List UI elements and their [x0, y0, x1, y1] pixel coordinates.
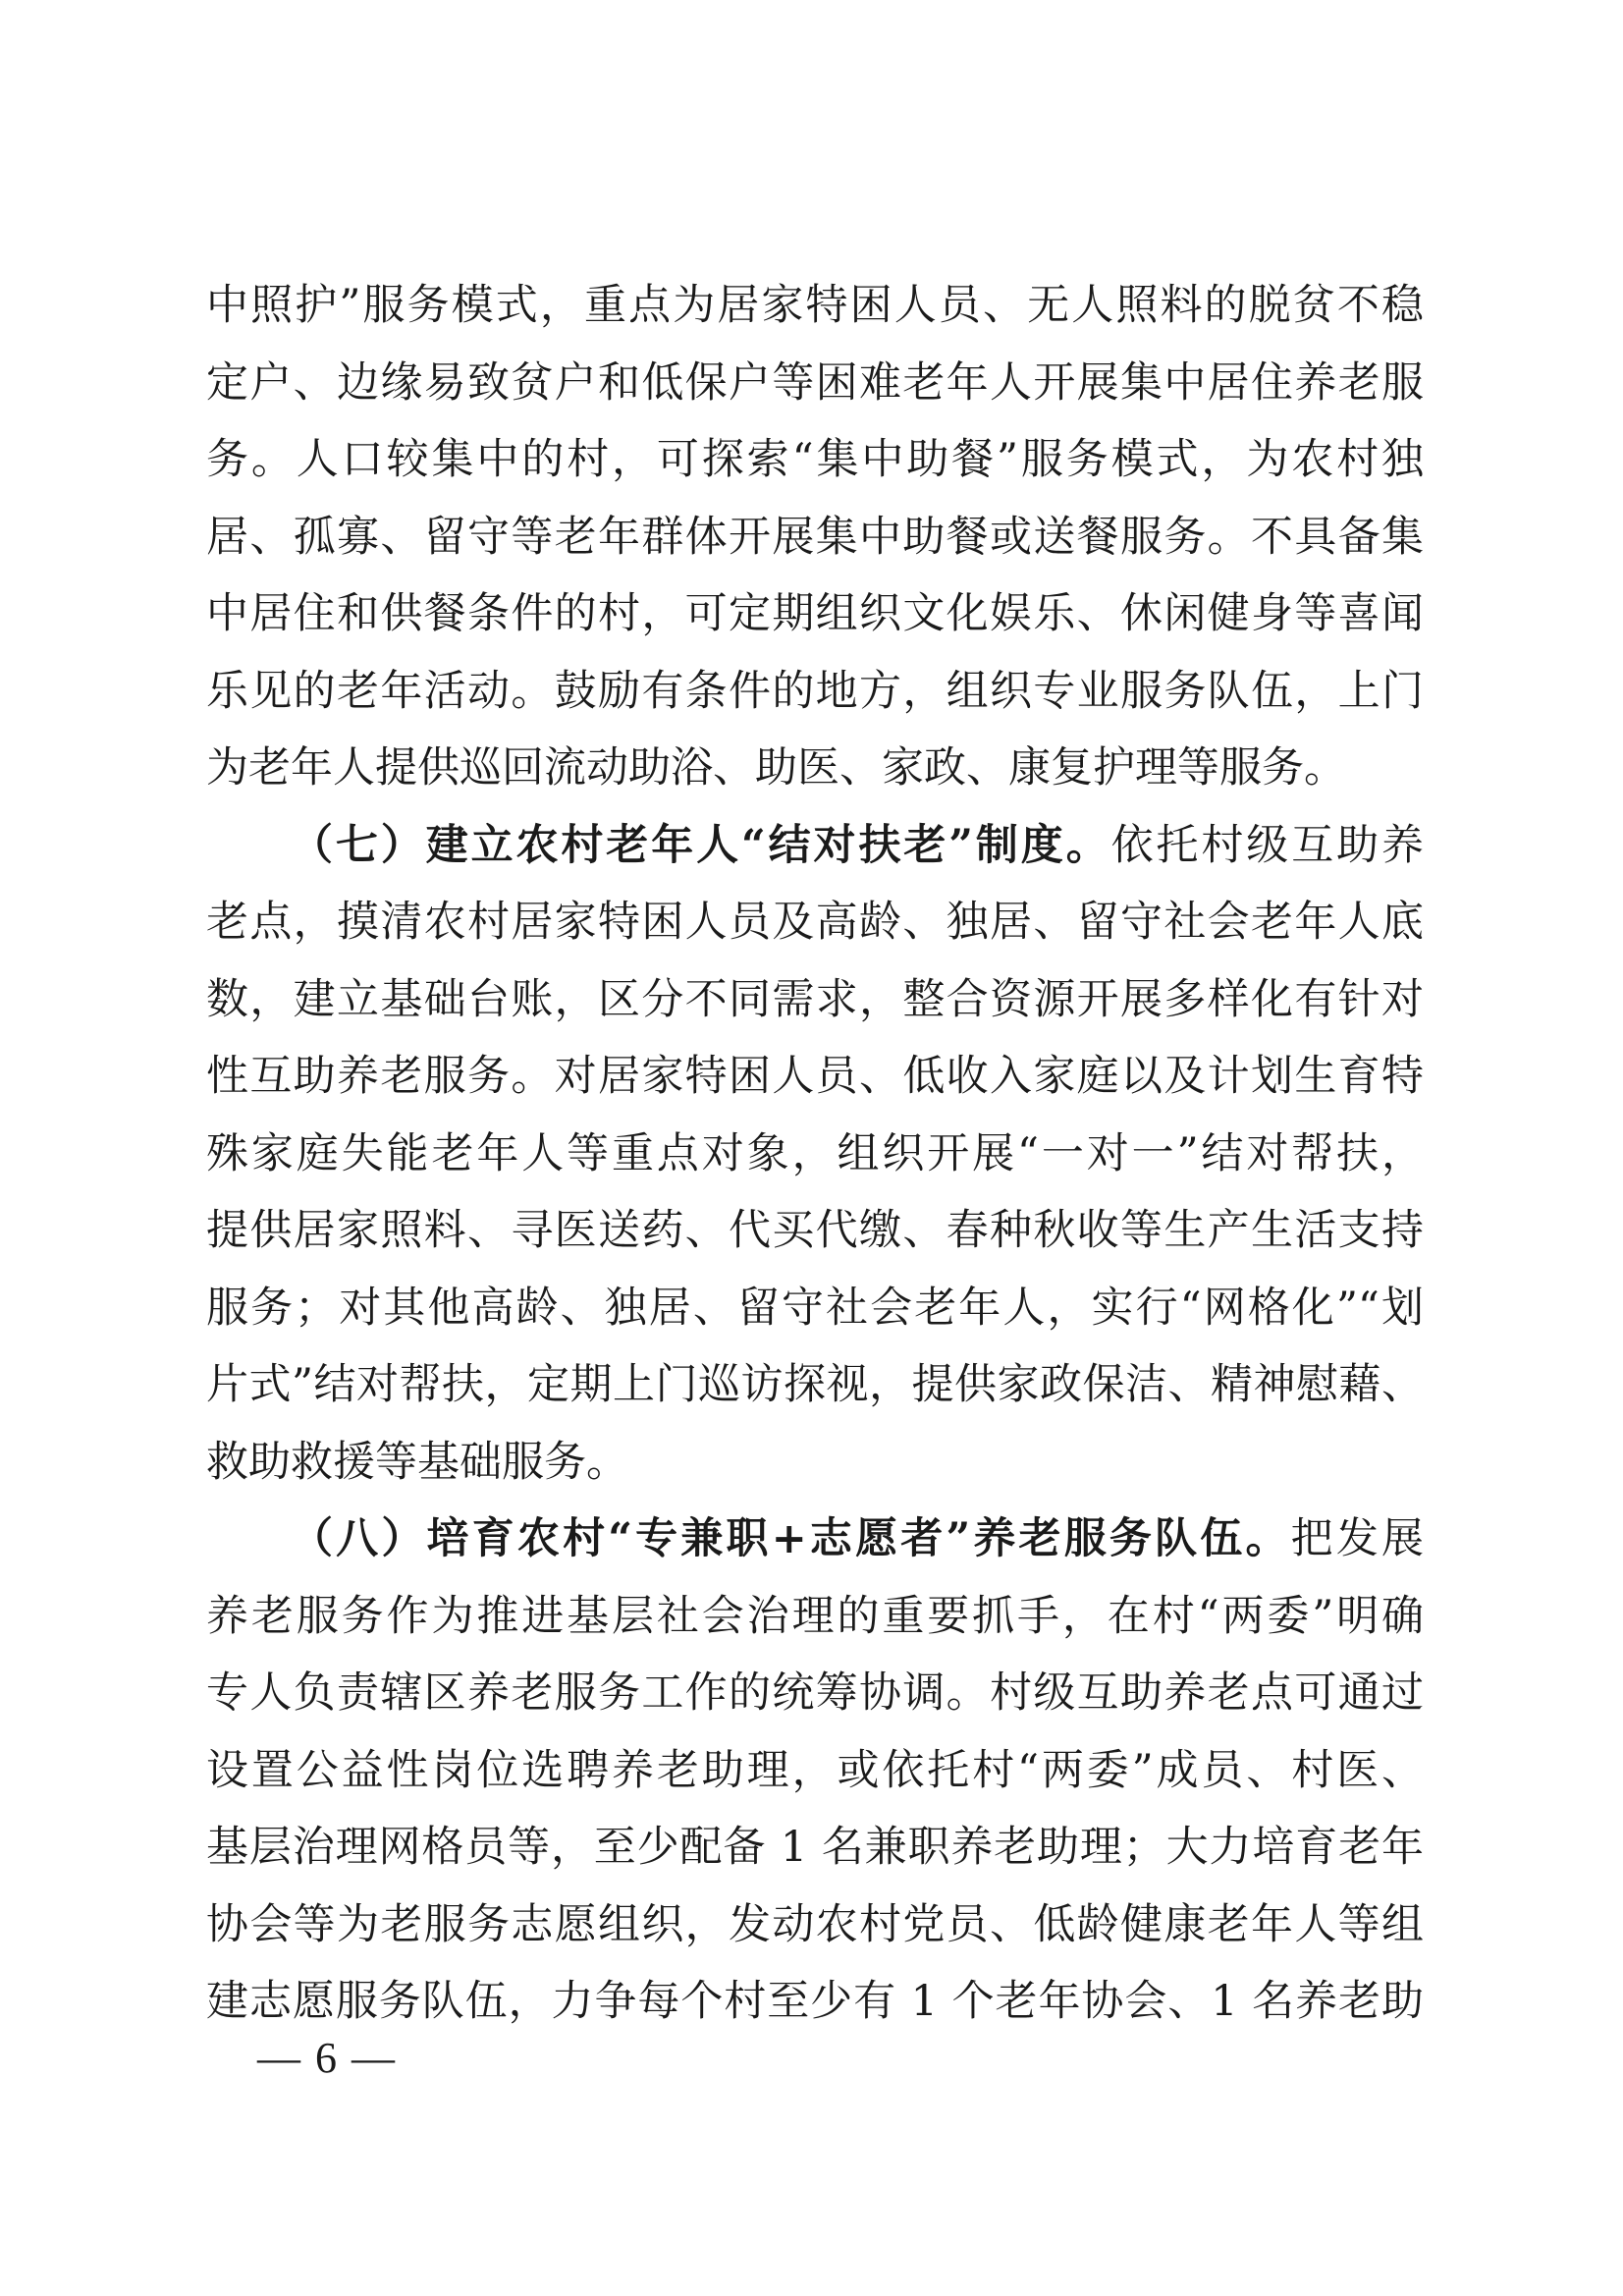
line-text: 专人负责辖区养老服务工作的统筹协调。村级互助养老点可通过	[206, 1668, 1424, 1718]
line-text: 乐见的老年活动。鼓励有条件的地方，组织专业服务队伍，上门	[206, 666, 1424, 716]
text-line	[206, 1270, 1424, 1347]
text-line	[206, 1192, 1424, 1270]
line-text: 建志愿服务队伍，力争每个村至少有 1 个老年协会、1 名养老助	[206, 1977, 1424, 2026]
text-line	[206, 1963, 1424, 2041]
text-line	[206, 1732, 1424, 1810]
line-text: 提供居家照料、寻医送药、代买代缴、春种秋收等生产生活支持	[206, 1206, 1424, 1255]
line-text: 务。人口较集中的村，可探索“集中助餐”服务模式，为农村独	[206, 435, 1424, 484]
text-line	[206, 1809, 1424, 1886]
line-text: 老点，摸清农村居家特困人员及高龄、独居、留守社会老年人底	[206, 898, 1424, 947]
text-line	[206, 730, 1424, 807]
line-text: 依托村级互助养	[1110, 820, 1424, 870]
page-number: — 6 —	[257, 2034, 397, 2082]
text-line	[206, 1424, 1424, 1502]
text-line	[206, 1116, 1424, 1193]
line-text: 片式”结对帮扶，定期上门巡访探视，提供家政保洁、精神慰藉、	[206, 1360, 1424, 1409]
section-heading: （八）培育农村“专兼职+志愿者”养老服务队伍。	[291, 1514, 1291, 1563]
text-line	[206, 1655, 1424, 1732]
line-text: 居、孤寡、留守等老年群体开展集中助餐或送餐服务。不具备集	[206, 512, 1424, 562]
text-line	[206, 1578, 1424, 1656]
text-line	[206, 961, 1424, 1039]
text-line	[206, 884, 1424, 961]
text-line	[206, 807, 1424, 885]
line-text: 基层治理网格员等，至少配备 1 名兼职养老助理；大力培育老年	[206, 1823, 1424, 1872]
line-text: 服务；对其他高龄、独居、留守社会老年人，实行“网格化”“划	[206, 1283, 1424, 1333]
text-line	[206, 267, 1424, 345]
line-text: 协会等为老服务志愿组织，发动农村党员、低龄健康老年人等组	[206, 1899, 1424, 1949]
line-text: 中居住和供餐条件的村，可定期组织文化娱乐、休闲健身等喜闻	[206, 589, 1424, 638]
line-text: 养老服务作为推进基层社会治理的重要抓手，在村“两委”明确	[206, 1591, 1424, 1641]
text-line	[206, 345, 1424, 422]
text-line	[206, 1038, 1424, 1116]
line-text: 为老年人提供巡回流动助浴、助医、家政、康复护理等服务。	[206, 743, 1346, 793]
text-line	[206, 653, 1424, 731]
line-text: 救助救援等基础服务。	[206, 1437, 628, 1487]
line-text: 定户、边缘易致贫户和低保户等困难老年人开展集中居住养老服	[206, 357, 1424, 408]
line-text: 中照护”服务模式，重点为居家特困人员、无人照料的脱贫不稳	[206, 281, 1424, 330]
line-text: 数，建立基础台账，区分不同需求，整合资源开展多样化有针对	[206, 974, 1424, 1024]
line-text: 殊家庭失能老年人等重点对象，组织开展“一对一”结对帮扶，	[206, 1128, 1424, 1178]
section-heading: （七）建立农村老年人“结对扶老”制度。	[291, 820, 1111, 870]
text-line	[206, 499, 1424, 576]
text-line	[206, 575, 1424, 653]
text-line	[206, 1501, 1424, 1578]
line-text: 把发展	[1290, 1514, 1424, 1563]
text-line	[206, 1886, 1424, 1964]
line-text: 性互助养老服务。对居家特困人员、低收入家庭以及计划生育特	[206, 1052, 1424, 1101]
text-line	[206, 1346, 1424, 1424]
text-line	[206, 421, 1424, 499]
line-text: 设置公益性岗位选聘养老助理，或依托村“两委”成员、村医、	[206, 1745, 1424, 1795]
document-body	[206, 267, 1424, 2041]
